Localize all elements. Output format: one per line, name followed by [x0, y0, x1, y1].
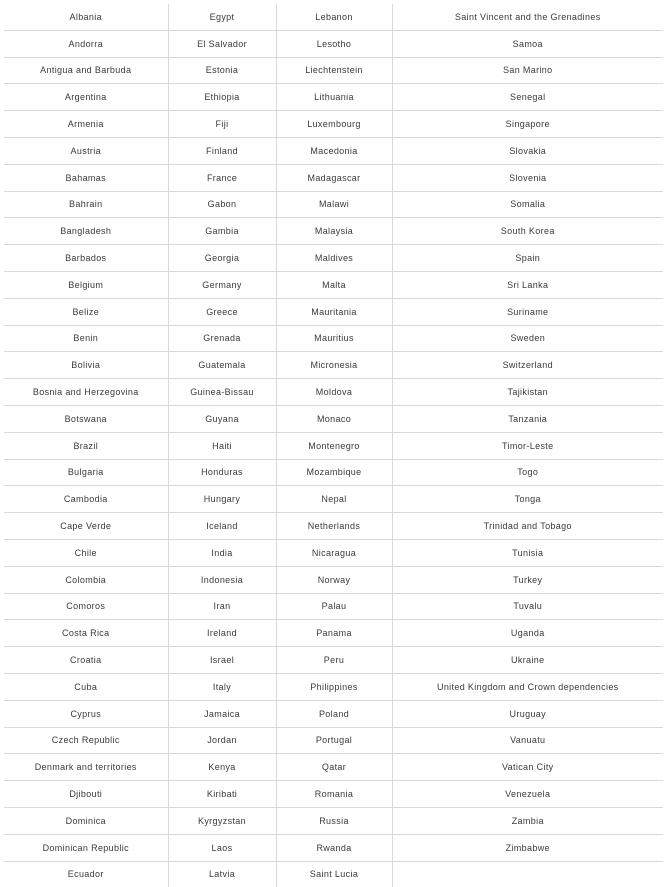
country-cell: Tajikistan	[392, 379, 663, 406]
country-cell: Guinea-Bissau	[168, 379, 276, 406]
country-cell: France	[168, 164, 276, 191]
country-cell: Mauritius	[276, 325, 392, 352]
country-cell: United Kingdom and Crown dependencies	[392, 673, 663, 700]
table-row	[4, 566, 663, 593]
country-cell	[392, 861, 663, 887]
country-cell: Micronesia	[276, 352, 392, 379]
country-cell: Ireland	[168, 620, 276, 647]
country-cell: Germany	[168, 271, 276, 298]
country-cell: Andorra	[4, 30, 168, 57]
country-cell: Spain	[392, 245, 663, 272]
country-cell: Rwanda	[276, 834, 392, 861]
country-cell: Qatar	[276, 754, 392, 781]
country-cell: Sri Lanka	[392, 271, 663, 298]
table-row	[4, 57, 663, 84]
country-cell: Bolivia	[4, 352, 168, 379]
country-cell: Cuba	[4, 673, 168, 700]
country-cell: Netherlands	[276, 513, 392, 540]
country-cell: Peru	[276, 647, 392, 674]
country-cell: Honduras	[168, 459, 276, 486]
country-cell: Senegal	[392, 84, 663, 111]
country-cell: South Korea	[392, 218, 663, 245]
country-cell: Brazil	[4, 432, 168, 459]
country-cell: Venezuela	[392, 781, 663, 808]
country-cell: Dominica	[4, 807, 168, 834]
country-cell: Liechtenstein	[276, 57, 392, 84]
country-cell: India	[168, 539, 276, 566]
table-row	[4, 647, 663, 674]
table-row	[4, 191, 663, 218]
country-cell: Vatican City	[392, 754, 663, 781]
country-cell: Latvia	[168, 861, 276, 887]
country-cell: San Marino	[392, 57, 663, 84]
country-cell: Cyprus	[4, 700, 168, 727]
country-cell: Macedonia	[276, 137, 392, 164]
country-cell: Slovenia	[392, 164, 663, 191]
table-row	[4, 673, 663, 700]
country-cell: Tuvalu	[392, 593, 663, 620]
country-cell: Comoros	[4, 593, 168, 620]
country-cell: El Salvador	[168, 30, 276, 57]
table-row	[4, 861, 663, 887]
country-cell: Lebanon	[276, 4, 392, 30]
table-row	[4, 405, 663, 432]
country-cell: Laos	[168, 834, 276, 861]
country-cell: Kiribati	[168, 781, 276, 808]
country-cell: Denmark and territories	[4, 754, 168, 781]
country-cell: Tanzania	[392, 405, 663, 432]
country-cell: Georgia	[168, 245, 276, 272]
country-cell: Somalia	[392, 191, 663, 218]
country-cell: Cambodia	[4, 486, 168, 513]
country-cell: Philippines	[276, 673, 392, 700]
country-cell: Uganda	[392, 620, 663, 647]
country-cell: Russia	[276, 807, 392, 834]
country-cell: Tonga	[392, 486, 663, 513]
country-cell: Monaco	[276, 405, 392, 432]
table-row	[4, 30, 663, 57]
country-cell: Kenya	[168, 754, 276, 781]
country-cell: Saint Vincent and the Grenadines	[392, 4, 663, 30]
country-cell: Ethiopia	[168, 84, 276, 111]
table-row	[4, 539, 663, 566]
country-cell: Jordan	[168, 727, 276, 754]
country-cell: Bosnia and Herzegovina	[4, 379, 168, 406]
country-cell: Mozambique	[276, 459, 392, 486]
table-row	[4, 486, 663, 513]
country-cell: Bangladesh	[4, 218, 168, 245]
country-cell: Trinidad and Tobago	[392, 513, 663, 540]
country-cell: Ecuador	[4, 861, 168, 887]
country-cell: Gabon	[168, 191, 276, 218]
country-cell: Luxembourg	[276, 111, 392, 138]
country-cell: Mauritania	[276, 298, 392, 325]
table-row	[4, 164, 663, 191]
table-row	[4, 513, 663, 540]
country-cell: Grenada	[168, 325, 276, 352]
country-cell: Maldives	[276, 245, 392, 272]
country-cell: Egypt	[168, 4, 276, 30]
country-cell: Iceland	[168, 513, 276, 540]
country-cell: Dominican Republic	[4, 834, 168, 861]
country-cell: Chile	[4, 539, 168, 566]
country-cell: Zimbabwe	[392, 834, 663, 861]
table-row	[4, 298, 663, 325]
country-cell: Botswana	[4, 405, 168, 432]
country-cell: Antigua and Barbuda	[4, 57, 168, 84]
country-cell: Hungary	[168, 486, 276, 513]
country-cell: Argentina	[4, 84, 168, 111]
table-row	[4, 781, 663, 808]
table-row	[4, 352, 663, 379]
country-cell: Ukraine	[392, 647, 663, 674]
country-table-container	[4, 4, 663, 887]
country-cell: Austria	[4, 137, 168, 164]
country-cell: Samoa	[392, 30, 663, 57]
country-cell: Gambia	[168, 218, 276, 245]
country-cell: Madagascar	[276, 164, 392, 191]
table-row	[4, 700, 663, 727]
country-cell: Jamaica	[168, 700, 276, 727]
country-cell: Croatia	[4, 647, 168, 674]
country-cell: Colombia	[4, 566, 168, 593]
country-cell: Indonesia	[168, 566, 276, 593]
country-cell: Malaysia	[276, 218, 392, 245]
country-cell: Costa Rica	[4, 620, 168, 647]
table-row	[4, 4, 663, 30]
country-cell: Barbados	[4, 245, 168, 272]
country-cell: Panama	[276, 620, 392, 647]
country-cell: Bahamas	[4, 164, 168, 191]
country-cell: Switzerland	[392, 352, 663, 379]
country-cell: Malawi	[276, 191, 392, 218]
country-cell: Zambia	[392, 807, 663, 834]
country-cell: Belgium	[4, 271, 168, 298]
table-row	[4, 432, 663, 459]
country-cell: Lithuania	[276, 84, 392, 111]
country-cell: Guatemala	[168, 352, 276, 379]
country-cell: Turkey	[392, 566, 663, 593]
country-cell: Greece	[168, 298, 276, 325]
country-cell: Portugal	[276, 727, 392, 754]
country-cell: Czech Republic	[4, 727, 168, 754]
country-cell: Slovakia	[392, 137, 663, 164]
country-cell: Romania	[276, 781, 392, 808]
country-cell: Timor-Leste	[392, 432, 663, 459]
country-cell: Estonia	[168, 57, 276, 84]
country-cell: Armenia	[4, 111, 168, 138]
table-row	[4, 593, 663, 620]
country-cell: Tunisia	[392, 539, 663, 566]
country-cell: Singapore	[392, 111, 663, 138]
country-cell: Poland	[276, 700, 392, 727]
country-table	[4, 4, 663, 887]
country-cell: Djibouti	[4, 781, 168, 808]
country-cell: Bulgaria	[4, 459, 168, 486]
table-row	[4, 379, 663, 406]
country-cell: Fiji	[168, 111, 276, 138]
table-row	[4, 807, 663, 834]
table-row	[4, 620, 663, 647]
country-cell: Lesotho	[276, 30, 392, 57]
table-row	[4, 84, 663, 111]
table-row	[4, 754, 663, 781]
country-cell: Israel	[168, 647, 276, 674]
country-cell: Albania	[4, 4, 168, 30]
country-cell: Finland	[168, 137, 276, 164]
country-cell: Kyrgyzstan	[168, 807, 276, 834]
country-table-body	[4, 4, 663, 887]
country-cell: Nepal	[276, 486, 392, 513]
table-row	[4, 834, 663, 861]
country-cell: Palau	[276, 593, 392, 620]
table-row	[4, 137, 663, 164]
country-cell: Saint Lucia	[276, 861, 392, 887]
table-row	[4, 727, 663, 754]
table-row	[4, 111, 663, 138]
country-cell: Benin	[4, 325, 168, 352]
table-row	[4, 459, 663, 486]
country-cell: Guyana	[168, 405, 276, 432]
country-cell: Italy	[168, 673, 276, 700]
table-row	[4, 245, 663, 272]
country-cell: Malta	[276, 271, 392, 298]
country-cell: Sweden	[392, 325, 663, 352]
country-cell: Montenegro	[276, 432, 392, 459]
country-cell: Cape Verde	[4, 513, 168, 540]
table-row	[4, 271, 663, 298]
country-cell: Vanuatu	[392, 727, 663, 754]
country-cell: Nicaragua	[276, 539, 392, 566]
table-row	[4, 325, 663, 352]
country-cell: Uruguay	[392, 700, 663, 727]
country-cell: Togo	[392, 459, 663, 486]
table-row	[4, 218, 663, 245]
country-cell: Norway	[276, 566, 392, 593]
country-cell: Bahrain	[4, 191, 168, 218]
country-cell: Haiti	[168, 432, 276, 459]
country-cell: Suriname	[392, 298, 663, 325]
country-cell: Belize	[4, 298, 168, 325]
country-cell: Moldova	[276, 379, 392, 406]
country-cell: Iran	[168, 593, 276, 620]
